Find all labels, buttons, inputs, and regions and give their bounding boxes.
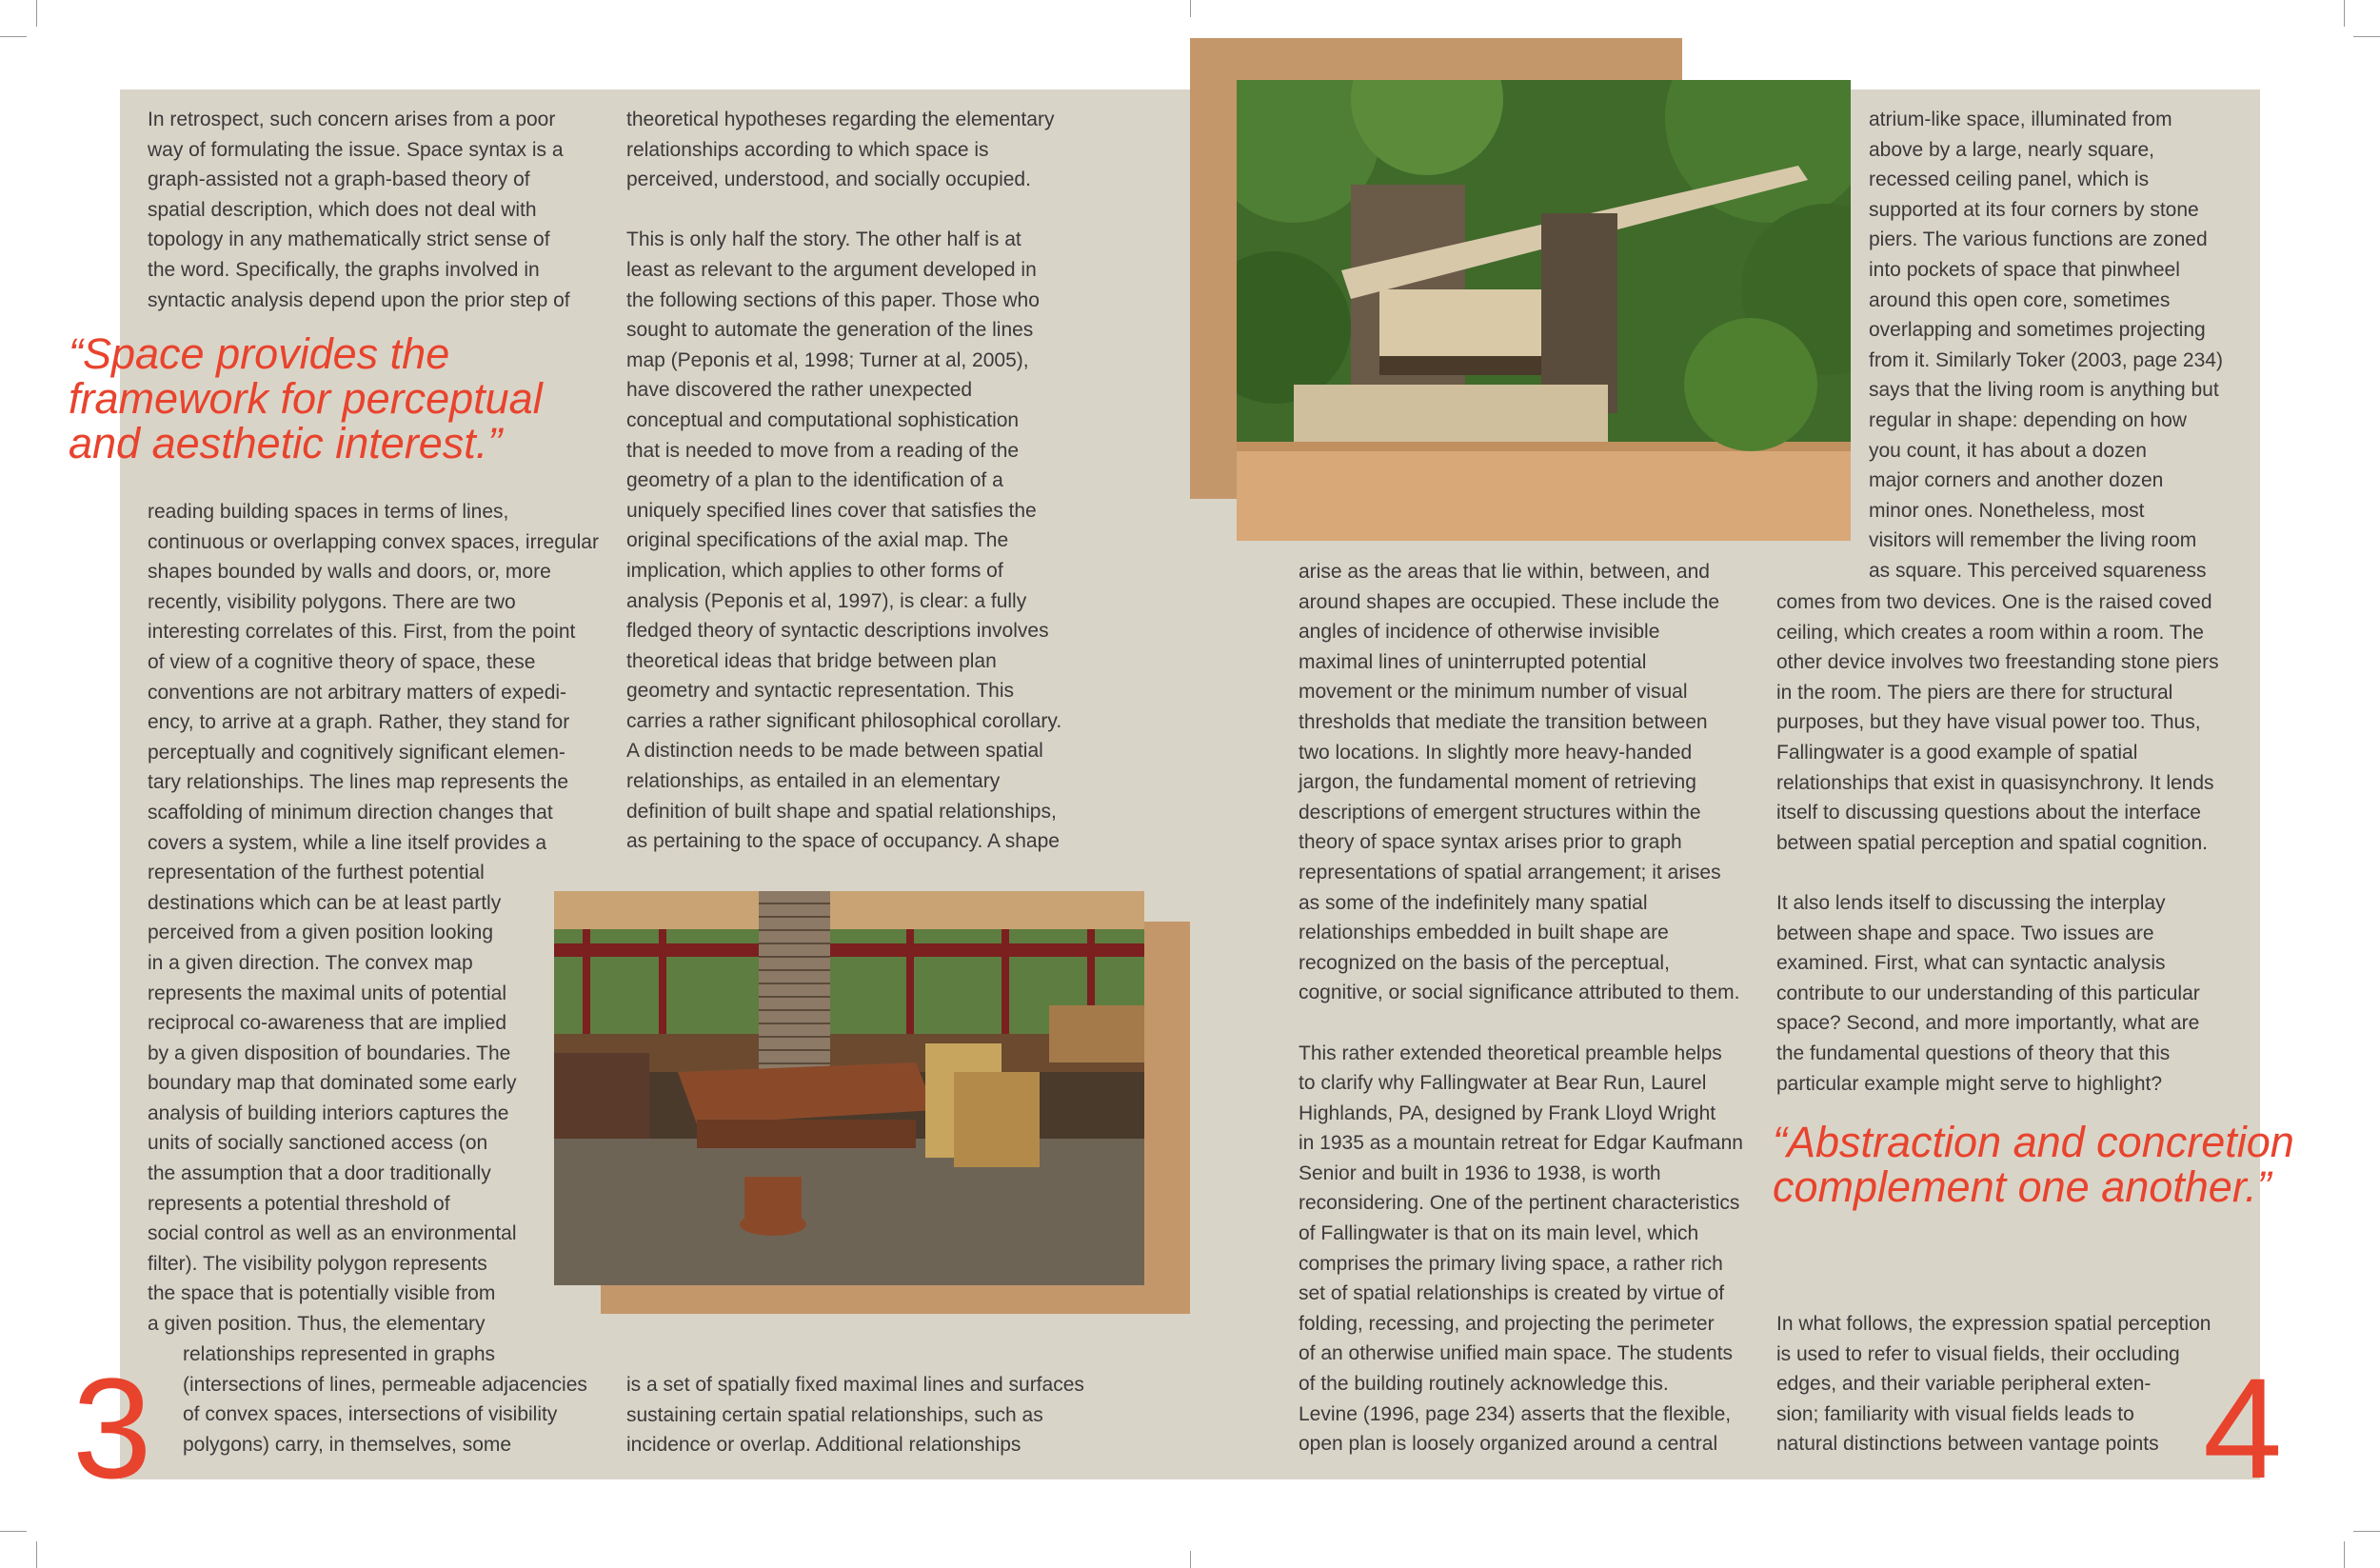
text-line: perceptually and cognitively significant elemen-	[148, 741, 565, 764]
text-line: conventions are not arbitrary matters of expedi-	[148, 681, 567, 704]
pull-quote-line: complement one another.”	[1773, 1162, 2271, 1211]
text-line: least as relevant to the argument developed in	[626, 258, 1037, 281]
text-line: theory of space syntax arises prior to graph	[1299, 831, 1682, 854]
text-line: movement or the minimum number of visual	[1299, 681, 1688, 704]
text-line: of convex spaces, intersections of visibility	[183, 1403, 558, 1426]
text-line: piers. The various functions are zoned	[1869, 228, 2208, 251]
text-line: sought to automate the generation of the lines	[626, 319, 1034, 342]
text-line: contribute to our understanding of this particular	[1776, 982, 2200, 1004]
text-line: folding, recessing, and projecting the perimeter	[1299, 1312, 1715, 1335]
text-line: open plan is loosely organized around a central	[1299, 1433, 1718, 1456]
crop-mark	[2344, 0, 2345, 27]
text-line: sion; familiarity with visual fields leads to	[1776, 1402, 2134, 1425]
text-line: in a given direction. The convex map	[148, 951, 473, 974]
text-column-4a	[1869, 105, 2250, 586]
pull-quote-line: framework for perceptual	[69, 374, 543, 423]
text-line: perceived from a given position looking	[148, 922, 494, 944]
text-line: as some of the indefinitely many spatial	[1299, 891, 1648, 914]
pull-quote-left	[69, 331, 543, 466]
text-line: interesting correlates of this. First, from the point	[148, 621, 576, 644]
crop-mark	[36, 0, 37, 27]
text-line: particular example might serve to highlight?	[1776, 1072, 2163, 1095]
text-line: relationships according to which space is	[626, 138, 989, 161]
text-line: incidence or overlap. Additional relationships	[626, 1434, 1021, 1457]
text-line: conceptual and computational sophistication	[626, 408, 1020, 431]
text-line: have discovered the rather unexpected	[626, 379, 973, 402]
text-line: minor ones. Nonetheless, most	[1869, 499, 2145, 522]
text-line: definition of built shape and spatial relationships,	[626, 800, 1057, 823]
text-line: of view of a cognitive theory of space, these	[148, 650, 536, 673]
text-line: continuous or overlapping convex spaces, irregular	[148, 530, 599, 553]
text-line: the assumption that a door traditionally	[148, 1162, 491, 1185]
text-line: relationships, as entailed in an elementary	[626, 770, 1001, 793]
text-line: the space that is potentially visible from	[148, 1282, 496, 1305]
text-line: angles of incidence of otherwise invisible	[1299, 621, 1660, 644]
text-line: reading building spaces in terms of lines,	[148, 501, 509, 523]
text-line: units of socially sanctioned access (on	[148, 1132, 488, 1155]
text-line: geometry and syntactic representation. This	[626, 680, 1014, 703]
text-line: around shapes are occupied. These include the	[1299, 590, 1720, 613]
text-line: in the room. The piers are there for structural	[1776, 681, 2173, 704]
text-line: relationships that exist in quasisynchrony. It lends	[1776, 771, 2214, 794]
text-line: social control as well as an environmental	[148, 1222, 517, 1245]
text-line: the word. Specifically, the graphs involved in	[148, 258, 540, 281]
text-column-1b	[148, 497, 605, 1340]
text-line: is a set of spatially fixed maximal lines and surfaces	[626, 1374, 1084, 1396]
text-line: theoretical ideas that bridge between plan	[626, 649, 997, 672]
text-line: original specifications of the axial map. The	[626, 529, 1009, 552]
text-line: ceiling, which creates a room within a room. The	[1776, 621, 2204, 644]
text-line: scaffolding of minimum direction changes that	[148, 801, 553, 824]
text-line: boundary map that dominated some early	[148, 1072, 517, 1095]
text-line: between shape and space. Two issues are	[1776, 922, 2154, 944]
text-line: implication, which applies to other forms of	[626, 559, 1003, 582]
text-line: relationships represented in graphs	[183, 1343, 496, 1365]
text-line: tary relationships. The lines map represents the	[148, 771, 569, 794]
text-line: way of formulating the issue. Space syntax is a	[148, 138, 564, 161]
text-line: A distinction needs to be made between spatial	[626, 740, 1043, 763]
pull-quote-line: “Space provides the	[69, 329, 450, 378]
pull-quote-right	[1773, 1120, 2294, 1209]
text-line: shapes bounded by walls and doors, or, more	[148, 561, 551, 584]
text-line: covers a system, while a line itself provides a	[148, 831, 547, 854]
interior-photo	[554, 891, 1144, 1285]
text-line: syntactic analysis depend upon the prior step of	[148, 288, 570, 311]
text-line: edges, and their variable peripheral exten-	[1776, 1373, 2152, 1396]
text-line: set of spatial relationships is created by virtue of	[1299, 1282, 1725, 1305]
text-line: in 1935 as a mountain retreat for Edgar Kaufmann	[1299, 1132, 1743, 1155]
page-number-left: 3	[72, 1348, 152, 1508]
crop-mark	[2353, 1531, 2380, 1532]
text-line: recessed ceiling panel, which is	[1869, 169, 2150, 191]
text-line: is used to refer to visual fields, their occluding	[1776, 1342, 2180, 1365]
text-line: to clarify why Fallingwater at Bear Run, Laurel	[1299, 1072, 1707, 1095]
text-line: geometry of a plan to the identification of a	[626, 469, 1003, 492]
text-line: descriptions of emergent structures within the	[1299, 801, 1701, 824]
text-line: supported at its four corners by stone	[1869, 198, 2199, 221]
text-line: major corners and another dozen	[1869, 469, 2164, 492]
text-line: of an otherwise unified main space. The students	[1299, 1342, 1734, 1365]
text-line: a given position. Thus, the elementary	[148, 1313, 486, 1336]
text-line: theoretical hypotheses regarding the elementary	[626, 109, 1055, 130]
text-line: thresholds that mediate the transition between	[1299, 710, 1708, 733]
crop-mark	[0, 1531, 27, 1532]
text-column-4c	[1776, 1309, 2252, 1459]
text-line: of Fallingwater is that on its main level, which	[1299, 1222, 1699, 1245]
text-line: In what follows, the expression spatial perception	[1776, 1313, 2211, 1335]
text-line: comprises the primary living space, a rather rich	[1299, 1252, 1723, 1275]
text-line: reconsidering. One of the pertinent characteristics	[1299, 1192, 1740, 1215]
text-line: filter). The visibility polygon represents	[148, 1252, 487, 1275]
text-line: map (Peponis et al, 1998; Turner at al, 2005),	[626, 348, 1029, 371]
text-column-1c	[183, 1340, 611, 1459]
text-line: you count, it has about a dozen	[1869, 439, 2147, 462]
text-line: This is only half the story. The other half is at	[626, 228, 1021, 251]
text-line: between spatial perception and spatial cognition.	[1776, 831, 2208, 854]
text-line: as square. This perceived squareness	[1869, 559, 2207, 582]
text-line: regular in shape: depending on how	[1869, 408, 2187, 431]
text-line: visitors will remember the living room	[1869, 529, 2197, 552]
text-line: the following sections of this paper. Those who	[626, 288, 1040, 311]
crop-mark	[0, 36, 27, 37]
text-line: atrium-like space, illuminated from	[1869, 109, 2172, 130]
text-line: comes from two devices. One is the raised coved	[1776, 591, 2212, 613]
text-line: In retrospect, such concern arises from a poor	[148, 109, 556, 130]
text-line: purposes, but they have visual power too. Thus,	[1776, 711, 2201, 734]
text-line: the fundamental questions of theory that this	[1776, 1042, 2171, 1064]
text-line: examined. First, what can syntactic analysis	[1776, 952, 2166, 975]
text-line: fledged theory of syntactic descriptions involves	[626, 620, 1049, 643]
text-line	[1299, 1008, 1755, 1039]
text-line: reciprocal co-awareness that are implied	[148, 1012, 507, 1035]
text-line: above by a large, nearly square,	[1869, 138, 2155, 161]
text-line: Fallingwater is a good example of spatial	[1776, 741, 2138, 764]
pull-quote-line: and aesthetic interest.”	[69, 419, 503, 467]
text-line: recently, visibility polygons. There are two	[148, 590, 516, 613]
text-line: maximal lines of uninterrupted potential	[1299, 650, 1647, 673]
text-column-2a	[626, 105, 1083, 857]
text-line: from it. Similarly Toker (2003, page 234)	[1869, 348, 2223, 371]
text-line: uniquely specified lines cover that satisfies the	[626, 499, 1037, 522]
text-line: relationships embedded in built shape are	[1299, 922, 1669, 944]
text-line: as pertaining to the space of occupancy. A shape	[626, 830, 1060, 853]
text-line: recognized on the basis of the perceptual,	[1299, 951, 1670, 974]
text-column-2b	[626, 1370, 1083, 1460]
text-line: itself to discussing questions about the interface	[1776, 802, 2201, 824]
page-number-right: 4	[2203, 1348, 2283, 1508]
text-line: other device involves two freestanding stone piers	[1776, 651, 2219, 674]
text-line: sustaining certain spatial relationships, such as	[626, 1403, 1043, 1426]
text-line	[1776, 858, 2252, 888]
text-line: representations of spatial arrangement; it arises	[1299, 861, 1721, 883]
text-line: two locations. In slightly more heavy-handed	[1299, 741, 1693, 764]
text-line: Highlands, PA, designed by Frank Lloyd Wright	[1299, 1102, 1716, 1124]
exterior-photo	[1237, 80, 1851, 541]
text-line: spatial description, which does not deal with	[148, 198, 537, 221]
text-line: polygons) carry, in themselves, some	[183, 1433, 512, 1456]
text-line: around this open core, sometimes	[1869, 288, 2171, 311]
text-line: into pockets of space that pinwheel	[1869, 258, 2180, 281]
text-line: by a given disposition of boundaries. The	[148, 1042, 511, 1064]
text-line	[626, 195, 1083, 226]
pull-quote-line: “Abstraction and concretion	[1773, 1118, 2294, 1166]
text-column-3	[1299, 557, 1755, 1459]
text-column-4b	[1776, 587, 2252, 1099]
text-line: space? Second, and more importantly, what are	[1776, 1012, 2200, 1035]
text-line: of the building routinely acknowledge this.	[1299, 1373, 1669, 1396]
text-line: natural distinctions between vantage points	[1776, 1433, 2159, 1456]
text-line: represents a potential threshold of	[148, 1192, 450, 1215]
crop-mark	[1190, 1551, 1191, 1568]
crop-mark	[36, 1541, 37, 1568]
text-line: analysis (Peponis et al, 1997), is clear: a fully	[626, 589, 1027, 612]
text-line: It also lends itself to discussing the interplay	[1776, 891, 2166, 914]
text-line: overlapping and sometimes projecting	[1869, 319, 2206, 342]
text-line: arise as the areas that lie within, between, and	[1299, 561, 1710, 583]
text-line: representation of the furthest potential	[148, 862, 485, 884]
crop-mark	[2344, 1541, 2345, 1568]
text-line: says that the living room is anything but	[1869, 379, 2219, 402]
text-line: graph-assisted not a graph-based theory of	[148, 169, 530, 191]
text-line: Senior and built in 1936 to 1938, is worth	[1299, 1161, 1661, 1184]
text-line: Levine (1996, page 234) asserts that the flexible,	[1299, 1402, 1732, 1425]
text-line: ency, to arrive at a graph. Rather, they stand for	[148, 711, 570, 734]
crop-mark	[2353, 36, 2380, 37]
text-line: that is needed to move from a reading of the	[626, 439, 1020, 462]
text-line: cognitive, or social significance attributed to them.	[1299, 982, 1740, 1004]
text-line: carries a rather significant philosophical corollary.	[626, 709, 1062, 732]
text-line: represents the maximal units of potential	[148, 982, 507, 1004]
text-line: perceived, understood, and socially occupied.	[626, 169, 1031, 191]
text-line: (intersections of lines, permeable adjacencies	[183, 1373, 587, 1396]
crop-mark	[1190, 0, 1191, 17]
text-line: analysis of building interiors captures the	[148, 1102, 509, 1124]
text-line: destinations which can be at least partly	[148, 891, 502, 914]
text-line: topology in any mathematically strict sense of	[148, 228, 550, 251]
text-line: This rather extended theoretical preamble helps	[1299, 1042, 1722, 1064]
text-line: jargon, the fundamental moment of retrieving	[1299, 771, 1696, 794]
text-column-1a	[148, 105, 605, 315]
